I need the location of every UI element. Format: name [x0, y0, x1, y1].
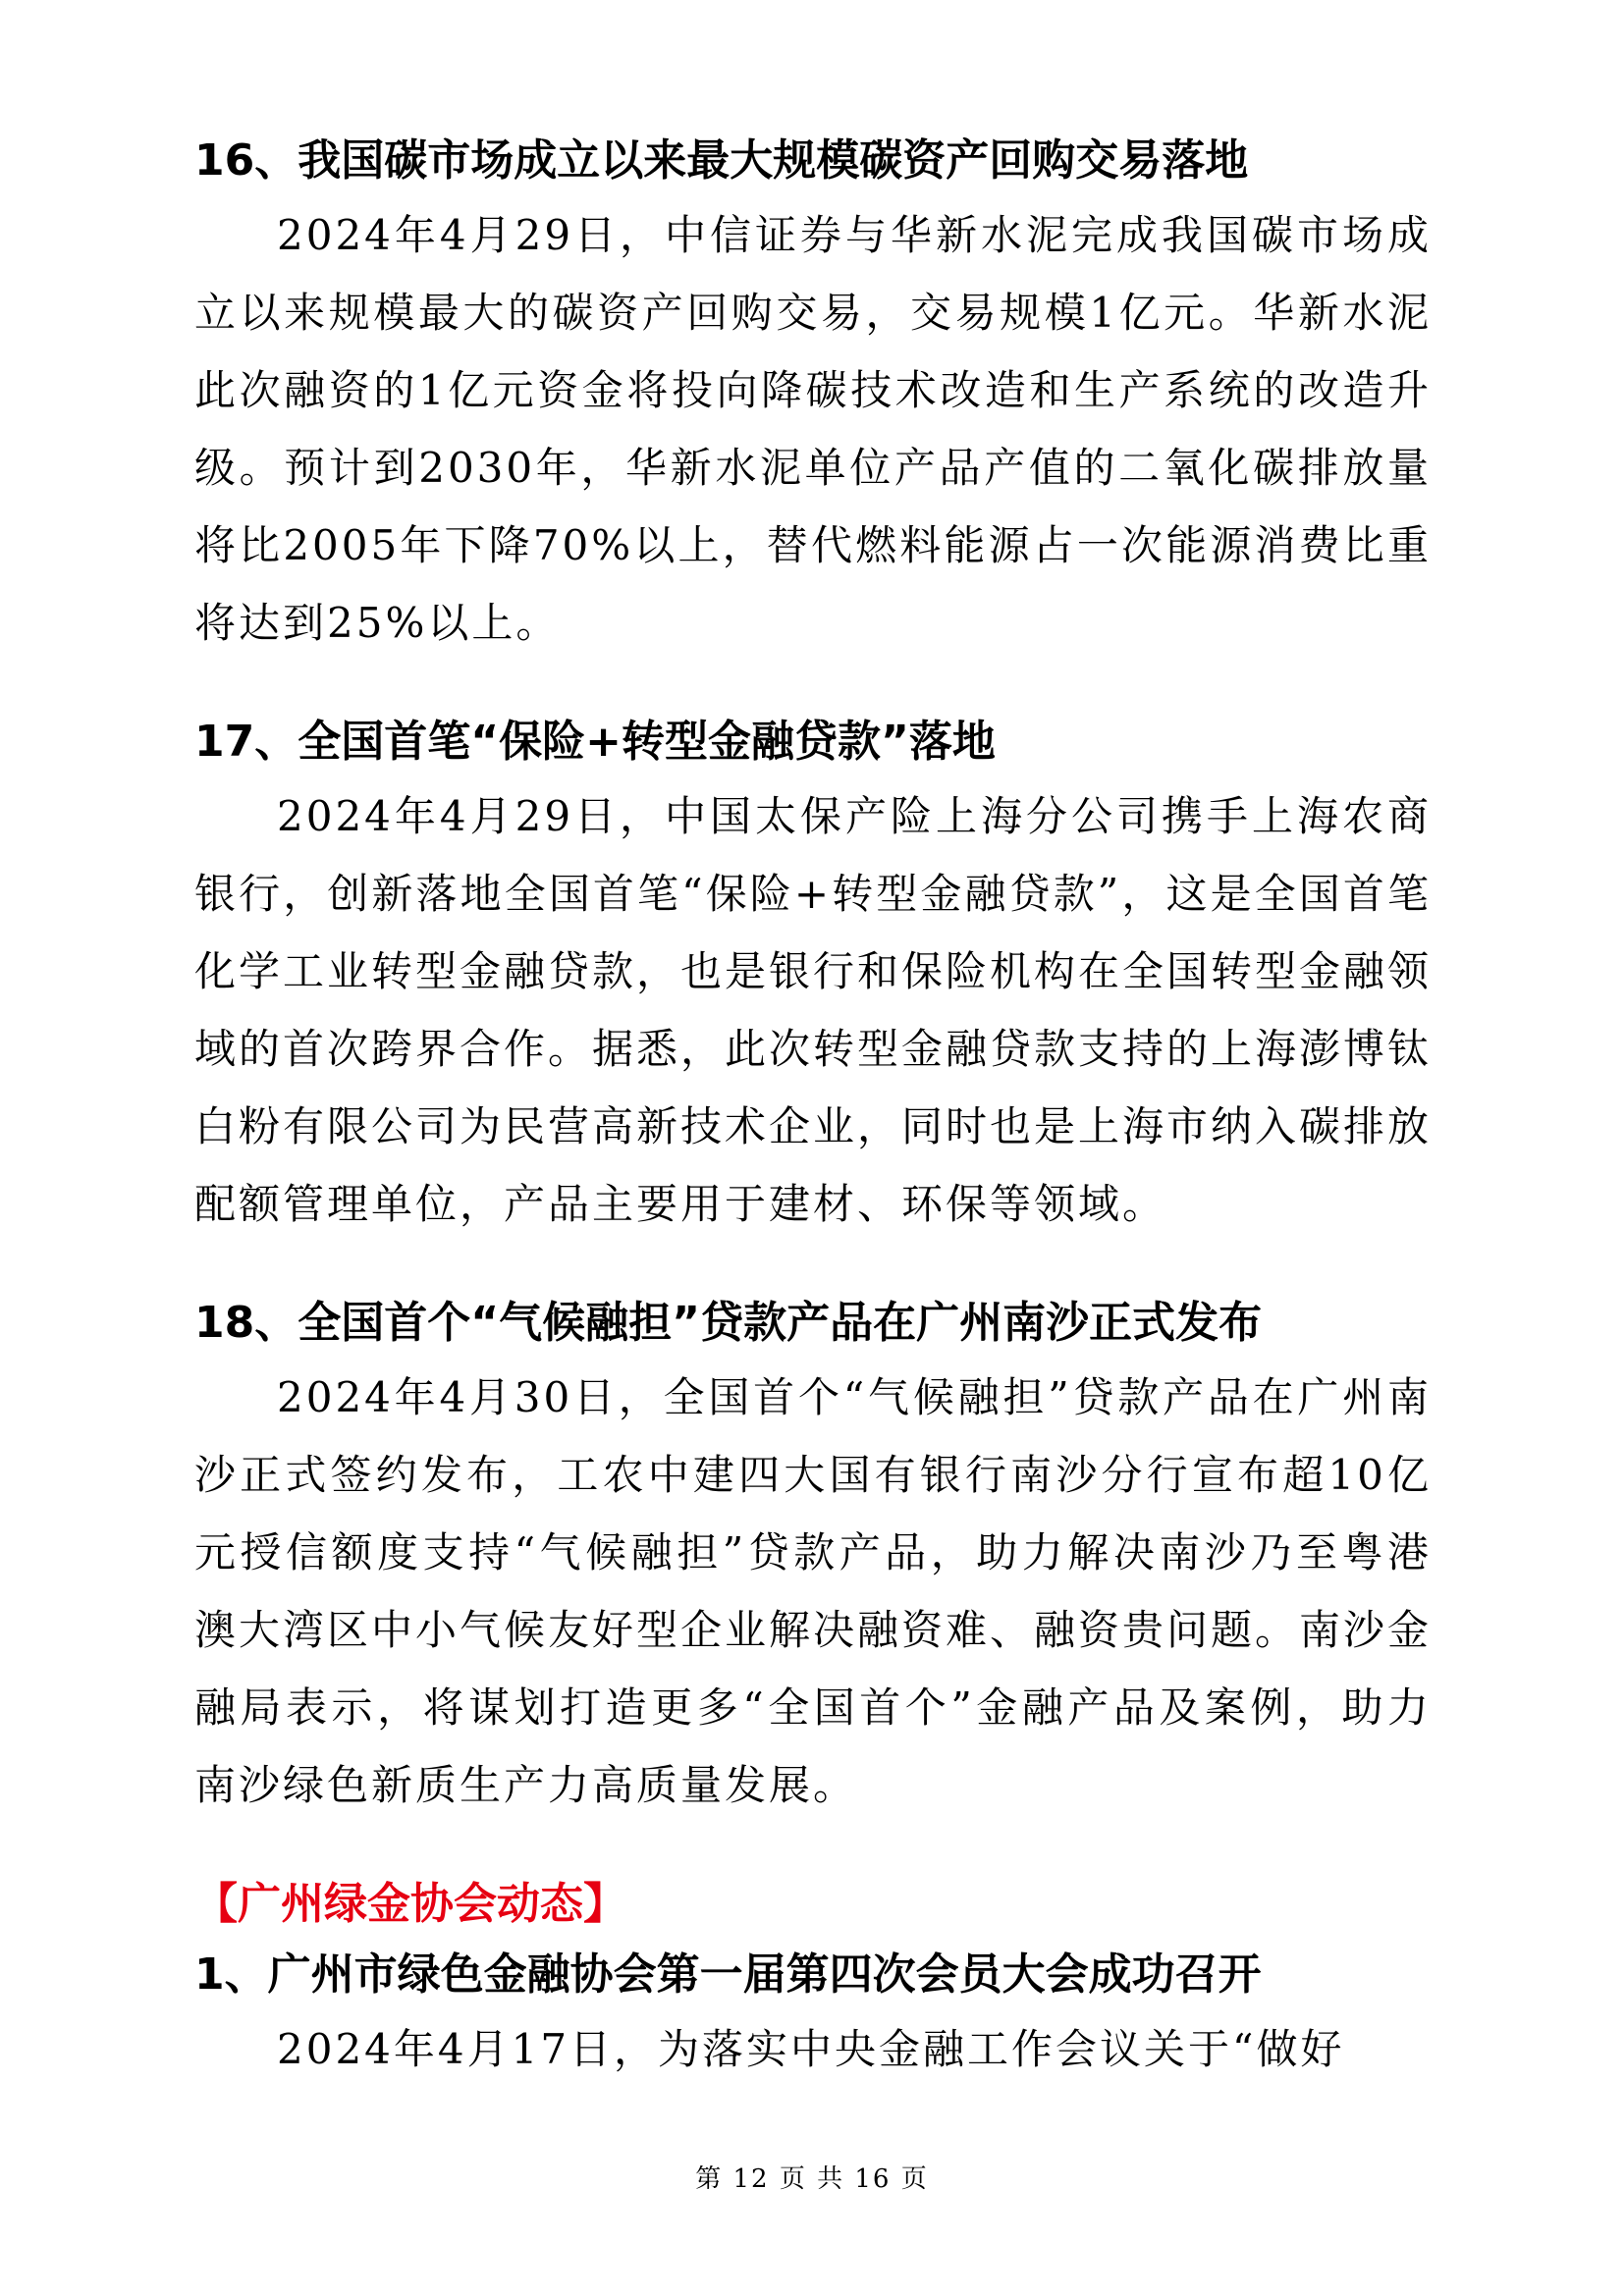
article-title: 18、全国首个“气候融担”贷款产品在广州南沙正式发布 [194, 1298, 1263, 1348]
article-body: 2024年4月30日，全国首个“气候融担”贷款产品在广州南沙正式签约发布，工农中建四大国有银行南沙分行宣布超10亿元授信额度支持“气候融担”贷款产品，助力解决南沙乃至粤港澳大湾区中小气候友好型企业解决融资难、融资贵问题。南沙金融局表示，将谋划打造更多“全国首个”金融产品及案例，助力南沙绿色新质生产力高质量发展。 [194, 1373, 1433, 1809]
article-18 [194, 1288, 1432, 1824]
association-news-section [194, 1869, 1432, 2088]
article-16 [194, 126, 1432, 662]
article-body: 2024年4月29日，中国太保产险上海分公司携手上海农商银行，创新落地全国首笔“保险+转型金融贷款”，这是全国首笔化学工业转型金融贷款，也是银行和保险机构在全国转型金融领域的首次跨界合作。据悉，此次转型金融贷款支持的上海澎博钛白粉有限公司为民营高新技术企业，同时也是上海市纳入碳排放配额管理单位，产品主要用于建材、环保等领域。 [194, 792, 1433, 1228]
article-title: 16、我国碳市场成立以来最大规模碳资产回购交易落地 [194, 135, 1249, 186]
page-content [194, 126, 1432, 2117]
page-number: 第 12 页 共 16 页 [695, 2164, 929, 2194]
article-17 [194, 707, 1432, 1243]
article-title: 17、全国首笔“保险+转型金融贷款”落地 [194, 717, 996, 767]
section-article-body: 2024年4月17日，为落实中央金融工作会议关于“做好 [277, 2025, 1345, 2073]
section-tag: 【广州绿金协会动态】 [194, 1879, 626, 1929]
article-body: 2024年4月29日，中信证券与华新水泥完成我国碳市场成立以来规模最大的碳资产回购交易，交易规模1亿元。华新水泥此次融资的1亿元资金将投向降碳技术改造和生产系统的改造升级。预计到2030年，华新水泥单位产品产值的二氧化碳排放量将比2005年下降70%以上，替代燃料能源占一次能源消费比重将达到25%以上。 [194, 211, 1432, 647]
section-article-title: 1、广州市绿色金融协会第一届第四次会员大会成功召开 [194, 1949, 1262, 2000]
